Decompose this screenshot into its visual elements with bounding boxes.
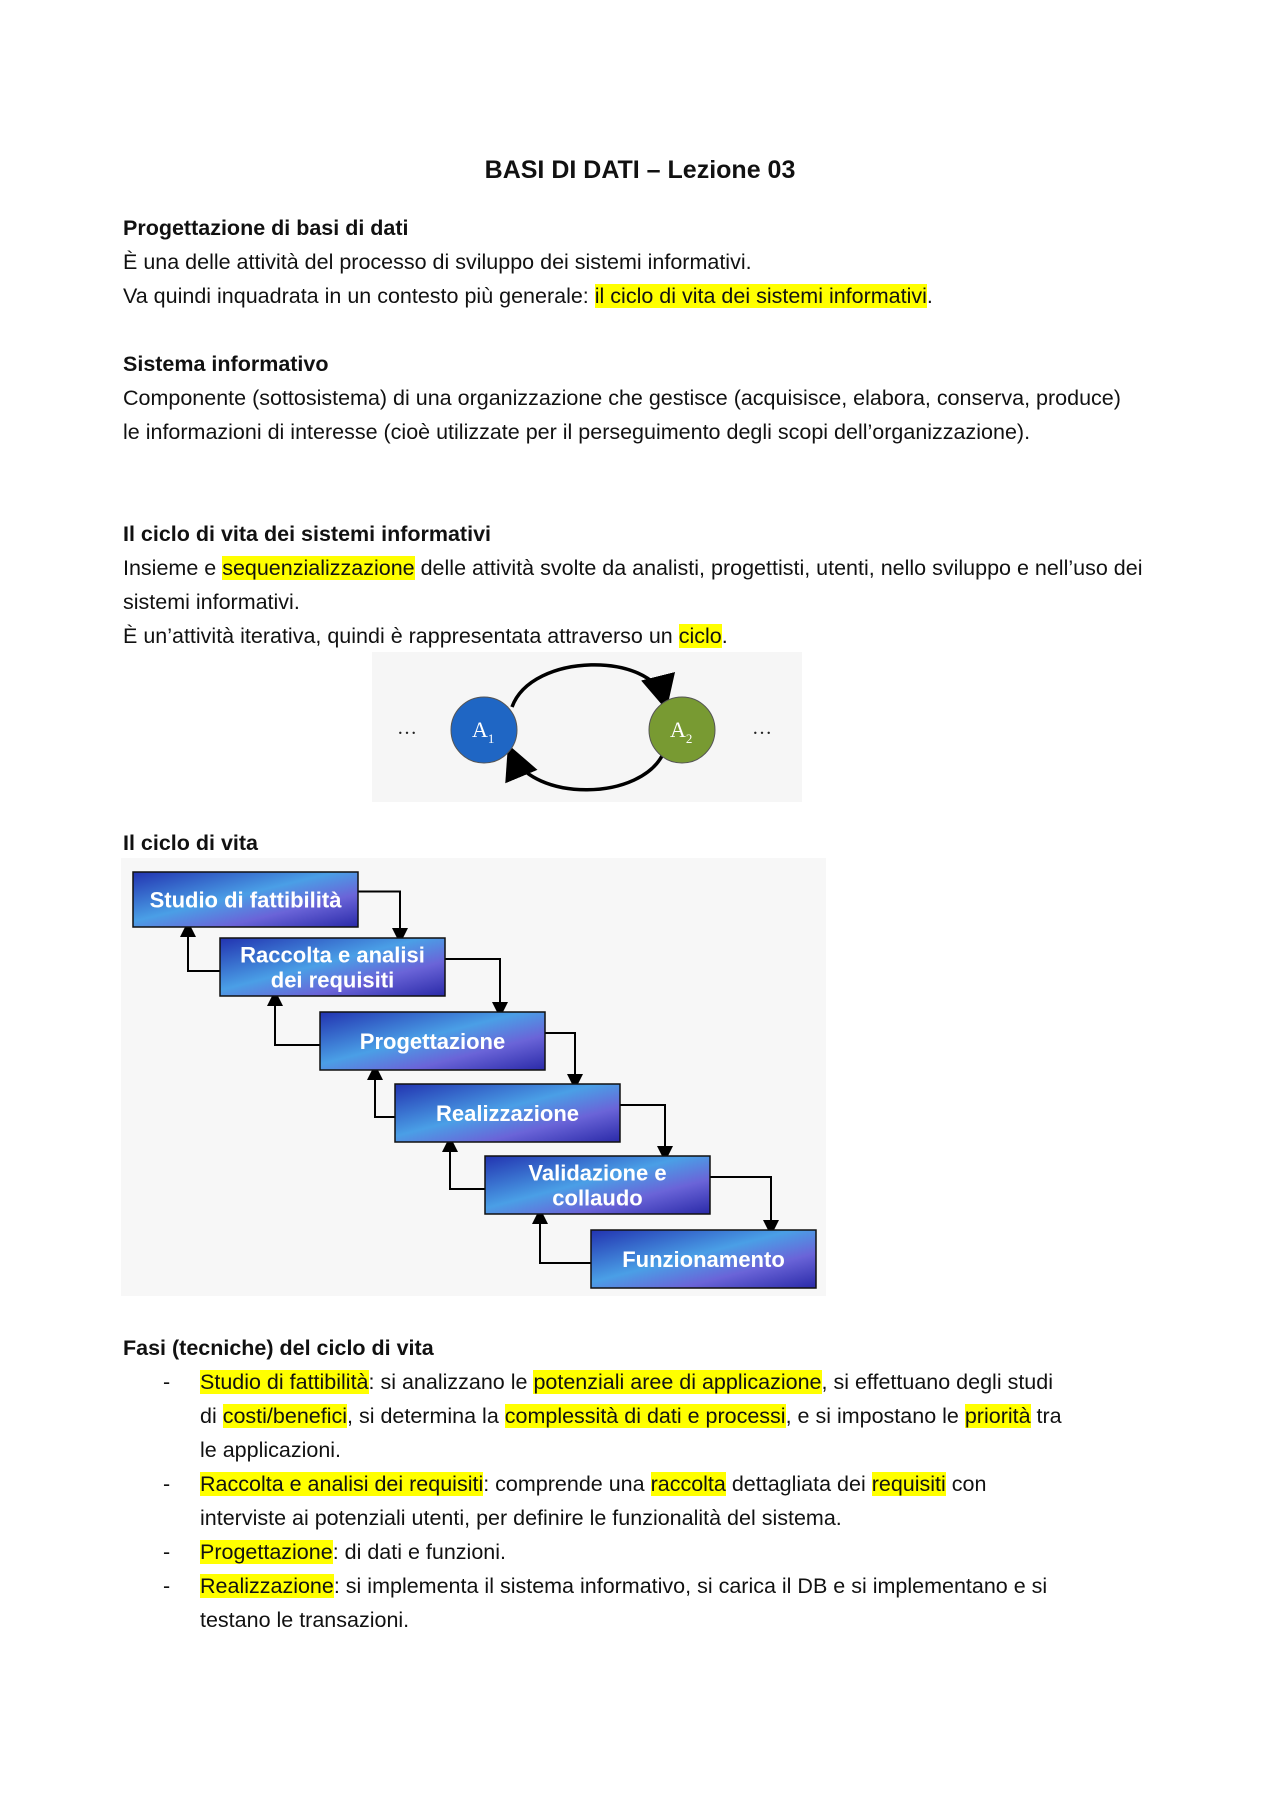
section-fasi: [123, 1331, 1173, 1637]
step-label: Raccolta e analisi: [240, 942, 425, 968]
life-cycle-step: [395, 1084, 620, 1142]
cycle-diagram: [372, 652, 802, 802]
label-subscript: 2: [685, 731, 693, 746]
step-label: Studio di fattibilità: [149, 887, 342, 913]
step-label: Realizzazione: [435, 1101, 580, 1126]
ellipsis-left: …: [397, 717, 417, 739]
highlighted-text: priorità: [964, 1404, 1031, 1428]
highlighted-text: Realizzazione: [200, 1574, 334, 1598]
highlighted-text: sequenzializzazione: [222, 556, 415, 580]
section-ciclo-vita: [123, 826, 1163, 860]
list-line: interviste ai potenziali utenti, per definire le funzionalità del sistema.: [200, 1506, 842, 1530]
highlighted-text: Studio di fattibilità: [200, 1370, 369, 1394]
step-label: Progettazione: [359, 1029, 506, 1054]
paragraph: Componente (sottosistema) di una organizzazione che gestisce (acquisisce, elabora, conserva, produce) le informazioni di interesse (cioè utilizzate per il perseguimento degli scopi dell’organizzazione).: [123, 386, 1121, 444]
text-span: Insieme e: [123, 556, 223, 580]
step-label: Validazione e: [528, 1160, 667, 1186]
highlighted-text: complessità di dati e processi: [504, 1404, 786, 1428]
text-span: con: [945, 1472, 987, 1496]
list-item: [123, 1535, 1173, 1569]
step-label: Funzionamento: [622, 1247, 785, 1272]
label-letter: A: [472, 717, 488, 742]
list-line: [200, 1399, 1173, 1433]
highlighted-text: Progettazione: [200, 1540, 333, 1564]
section-heading: Sistema informativo: [123, 352, 329, 376]
life-cycle-step: [591, 1230, 816, 1288]
section-heading: Il ciclo di vita dei sistemi informativi: [123, 522, 491, 546]
list-item: [123, 1467, 1173, 1535]
text-span: tra: [1030, 1404, 1062, 1428]
paragraph-line: [123, 279, 1163, 313]
highlighted-text: raccolta: [650, 1472, 726, 1496]
list-line: [200, 1467, 1173, 1501]
list-bullet: -: [163, 1472, 171, 1496]
list-bullet: -: [163, 1370, 171, 1394]
text-span: dettagliata dei: [725, 1472, 872, 1496]
list-bullet: -: [163, 1540, 171, 1564]
highlighted-text: il ciclo di vita dei sistemi informativi: [594, 284, 927, 308]
cycle-arrow-forward: [512, 665, 664, 707]
section-progettazione: [123, 211, 1163, 313]
list-item: [123, 1569, 1173, 1637]
text-span: .: [926, 284, 933, 308]
text-span: , e si impostano le: [785, 1404, 965, 1428]
text-span: delle attività svolte da analisti, progettisti, utenti, nello sviluppo e nell’uso dei sistemi informativi.: [123, 556, 1143, 614]
document-title: BASI DI DATI – Lezione 03: [484, 156, 796, 184]
list-bullet: -: [163, 1574, 171, 1598]
ellipsis-right: …: [752, 717, 772, 739]
list-item: [123, 1365, 1173, 1467]
text-span: : di dati e funzioni.: [332, 1540, 506, 1564]
list-line: [200, 1535, 1173, 1569]
section-sistema-informativo: [123, 347, 1123, 449]
list-line: testano le transazioni.: [200, 1608, 410, 1632]
list-line: le applicazioni.: [200, 1438, 342, 1462]
list-line: [200, 1569, 1173, 1603]
paragraph-line: È una delle attività del processo di sviluppo dei sistemi informativi.: [123, 250, 752, 274]
text-span: : si implementa il sistema informativo, si carica il DB e si implementano e si: [333, 1574, 1048, 1598]
highlighted-text: ciclo: [678, 624, 722, 648]
list-line: [200, 1365, 1173, 1399]
section-heading: Il ciclo di vita: [123, 831, 259, 855]
step-label: collaudo: [552, 1185, 643, 1211]
section-heading: Progettazione di basi di dati: [123, 216, 409, 240]
highlighted-text: requisiti: [871, 1472, 946, 1496]
label-subscript: 1: [487, 731, 495, 746]
cycle-arrow-back: [512, 752, 664, 790]
text-span: È un’attività iterativa, quindi è rappresentata attraverso un: [123, 624, 679, 648]
life-cycle-diagram: [121, 858, 826, 1296]
paragraph-line: [123, 619, 1143, 653]
life-cycle-step: [320, 1012, 545, 1070]
text-span: : si analizzano le: [368, 1370, 534, 1394]
life-cycle-step: [133, 872, 358, 927]
text-span: , si determina la: [347, 1404, 505, 1428]
life-cycle-step: [485, 1156, 710, 1214]
highlighted-text: potenziali aree di applicazione: [533, 1370, 822, 1394]
cycle-diagram-svg: [372, 652, 802, 802]
text-span: , si effettuano degli studi: [821, 1370, 1053, 1394]
highlighted-text: costi/benefici: [222, 1404, 348, 1428]
highlighted-text: Raccolta e analisi dei requisiti: [200, 1472, 484, 1496]
life-cycle-step: [220, 938, 445, 996]
life-cycle-svg: [121, 858, 826, 1296]
step-label: dei requisiti: [270, 967, 395, 993]
paragraph: [123, 551, 1143, 619]
phases-list: [123, 1365, 1173, 1637]
text-span: : comprende una: [483, 1472, 651, 1496]
section-heading: Fasi (tecniche) del ciclo di vita: [123, 1336, 434, 1360]
text-span: Va quindi inquadrata in un contesto più generale:: [123, 284, 595, 308]
label-letter: A: [670, 717, 686, 742]
text-span: .: [721, 624, 728, 648]
section-ciclo-vita-si: [123, 517, 1143, 653]
text-span: di: [200, 1404, 223, 1428]
